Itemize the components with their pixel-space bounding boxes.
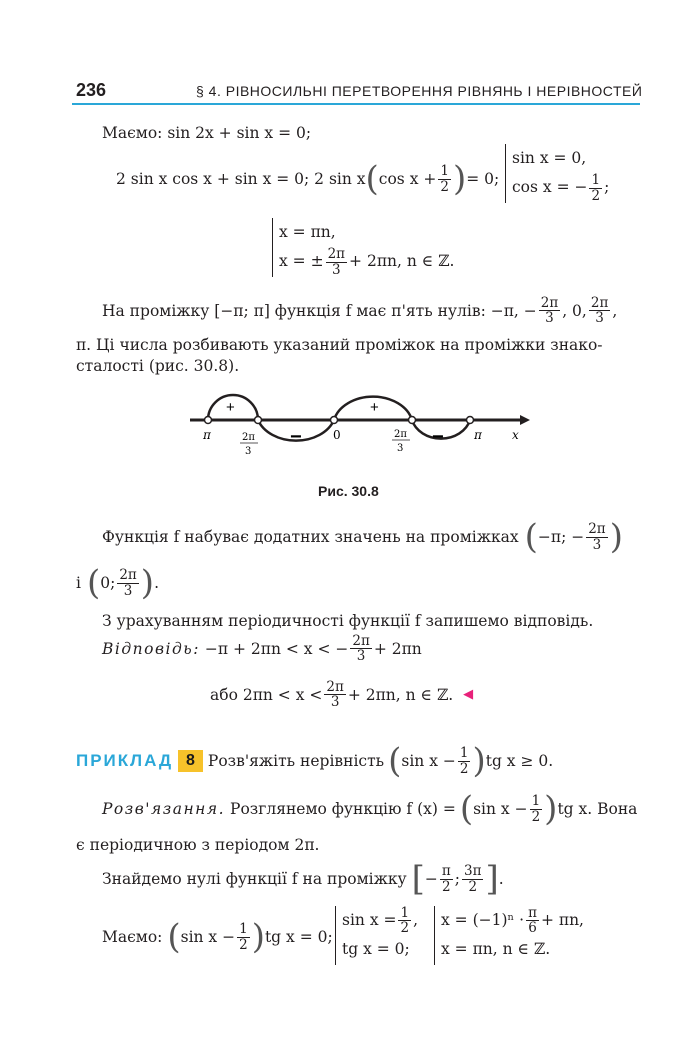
figure-caption: Рис. 30.8	[318, 483, 379, 499]
paragraph-line: На проміжку [−π; π] функція f має п'ять нулів: −π, − $\frac{2\pi}{3}$ , 0, $\frac{2\pi}{3}$ ,	[102, 295, 618, 327]
system-bracket: x = (−1)ⁿ · $\frac{\pi}{6}$ + πn, x = πn, n ∈ ℤ.	[434, 906, 584, 965]
system-row: x = πn,	[279, 223, 336, 241]
point-label: 3	[397, 443, 404, 454]
paragraph-line: є періодичною з періодом 2π.	[76, 836, 320, 854]
paragraph-line: сталості (рис. 30.8).	[76, 357, 240, 375]
point-label: π	[203, 428, 211, 442]
sign-plus: +	[226, 399, 235, 416]
fraction: $\frac{1}{2}$	[400, 905, 410, 937]
example-number: 8	[178, 750, 203, 772]
fraction: $\frac{1}{2}$	[591, 172, 601, 204]
point-label: π	[474, 428, 482, 442]
fraction: $\frac{2\pi}{3}$	[352, 633, 370, 665]
point-label: 2π	[242, 432, 255, 443]
eq-part: 2 sin x cos x + sin x = 0; 2 sin x	[116, 170, 366, 188]
system-row: cos x = −	[512, 178, 588, 197]
system-bracket: sin x = $\frac{1}{2}$ , tg x = 0;	[335, 906, 418, 965]
solution-line: Розв'язання. Розглянемо функцію f (x) = ( sin x − $\frac{1}{2}$ ) tg x. Вона	[102, 789, 638, 829]
example-heading: ПРИКЛАД 8 Розв'яжіть нерівність ( sin x − $\frac{1}{2}$ ) tg x ≥ 0.	[76, 741, 554, 781]
header-rule	[72, 103, 640, 105]
system-bracket	[272, 218, 454, 277]
sign-minus: −	[432, 426, 444, 448]
fraction: $\frac{3\pi}{2}$	[464, 863, 482, 895]
paragraph-line: і ( 0; $\frac{2\pi}{3}$ ) .	[76, 563, 159, 603]
paragraph-line: З урахуванням періодичності функції f запишемо відповідь.	[102, 612, 594, 630]
system-bracket: sin x = 0, cos x = − $\frac{1}{2}$ ;	[505, 144, 609, 203]
answer-label: Відповідь:	[102, 639, 200, 658]
system-row: + 2πn, n ∈ ℤ.	[349, 252, 455, 271]
fraction: $\frac{2\pi}{3}$	[588, 521, 606, 553]
paragraph-line: π. Ці числа розбивають указаний проміжок на проміжки знако-	[76, 336, 603, 354]
point-label: x	[512, 428, 519, 442]
paragraph-line: Функція f набуває додатних значень на проміжках ( −π; − $\frac{2\pi}{3}$ )	[102, 517, 623, 557]
fraction: $\frac{1}{2}$	[531, 793, 541, 825]
equation-line: Маємо: ( sin x − $\frac{1}{2}$ ) tg x = 0;	[102, 917, 333, 957]
fraction: $\frac{2\pi}{3}$	[540, 295, 559, 327]
point-label: 3	[245, 446, 252, 457]
point-label: 0	[333, 428, 341, 442]
paragraph-line: Знайдемо нулі функції f на проміжку [ − $\frac{\pi}{2}$ ; $\frac{3\pi}{2}$ ] .	[102, 859, 504, 899]
sign-plus: +	[370, 399, 379, 416]
fraction: $\frac{1}{2}$	[459, 745, 469, 777]
end-marker-icon: ◀	[463, 687, 474, 703]
fraction: $\frac{2\pi}{3}$	[590, 295, 609, 327]
answer-line: або 2πn < x < $\frac{2\pi}{3}$ + 2πn, n ∈ ℤ. ◀	[210, 679, 474, 711]
solution-label: Розв'язання.	[102, 800, 226, 818]
page-number: 236	[76, 80, 107, 100]
sign-diagram	[190, 385, 530, 460]
example-label: ПРИКЛАД	[76, 751, 174, 770]
fraction: $\frac{2\pi}{3}$	[327, 246, 346, 278]
answer-line: Відповідь: −π + 2πn < x < − $\frac{2\pi}{3}$ + 2πn	[102, 633, 422, 665]
fraction: $\frac{1}{2}$	[239, 921, 248, 953]
system-row: sin x = 0,	[512, 149, 587, 167]
eq-part: = 0;	[466, 170, 500, 188]
fraction: $\frac{\pi}{6}$	[528, 905, 537, 937]
fraction: $\frac{2\pi}{3}$	[119, 567, 137, 599]
fraction: $\frac{2\pi}{3}$	[326, 679, 344, 711]
equation-line: 2 sin x cos x + sin x = 0; 2 sin x ( cos x + $\frac{1}{2}$ ) = 0;	[116, 159, 500, 199]
sign-minus: −	[290, 426, 302, 448]
section-title: § 4. РІВНОСИЛЬНІ ПЕРЕТВОРЕННЯ РІВНЯНЬ І НЕРІВНОСТЕЙ	[196, 83, 643, 99]
eq-part: cos x +	[378, 170, 437, 188]
text-line: Маємо: sin 2x + sin x = 0;	[102, 124, 312, 142]
fraction: $\frac{\pi}{2}$	[441, 863, 451, 895]
point-label: 2π	[394, 429, 407, 440]
fraction: $\frac{1}{2}$	[440, 163, 449, 195]
system-row: x = ±	[279, 252, 324, 271]
